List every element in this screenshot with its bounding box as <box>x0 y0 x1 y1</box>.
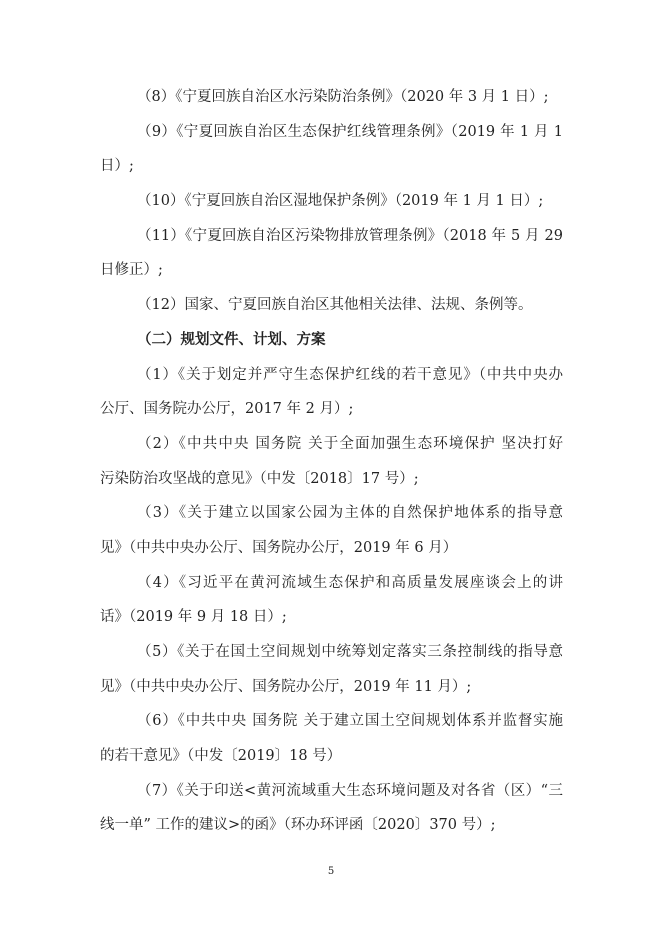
list-item-plan-3-cont: 见》（中共中央办公厅、国务院办公厅，2019 年 6 月） <box>100 539 458 556</box>
list-item-plan-7-cont: 线一单” 工作的建议>的函》（环办环评函〔2020〕370 号）; <box>100 817 496 834</box>
list-item-law-9: （9）《宁夏回族自治区生态保护红线管理条例》（2019 年 1 月 1 <box>137 123 563 140</box>
list-item-plan-3: （3）《关于建立以国家公园为主体的自然保护地体系的指导意 <box>137 505 563 522</box>
list-item-plan-2-cont: 污染防治攻坚战的意见》（中发〔2018〕17 号）; <box>100 470 419 487</box>
list-item-plan-1: （1）《关于划定并严守生态保护红线的若干意见》（中共中央办 <box>137 366 563 383</box>
list-item-plan-4-cont: 话》（2019 年 9 月 18 日）; <box>100 609 287 626</box>
list-item-plan-6-cont: 的若干意见》（中发〔2019〕18 号） <box>100 748 342 765</box>
list-item-plan-4: （4）《习近平在黄河流域生态保护和高质量发展座谈会上的讲 <box>137 574 563 591</box>
list-item-plan-2: （2）《中共中央 国务院 关于全面加强生态环境保护 坚决打好 <box>137 435 563 452</box>
list-item-law-12: （12）国家、宁夏回族自治区其他相关法律、法规、条例等。 <box>137 297 533 314</box>
list-item-law-11: （11）《宁夏回族自治区污染物排放管理条例》（2018 年 5 月 29 <box>137 227 563 244</box>
list-item-law-9-cont: 日）; <box>100 158 134 175</box>
document-body <box>100 86 563 849</box>
list-item-law-8: （8）《宁夏回族自治区水污染防治条例》（2020 年 3 月 1 日）; <box>137 89 549 105</box>
list-item-plan-5: （5）《关于在国土空间规划中统筹划定落实三条控制线的指导意 <box>137 644 563 660</box>
list-item-plan-5-cont: 见》（中共中央办公厅、国务院办公厅，2019 年 11 月）; <box>100 678 472 695</box>
section-heading: （二）规划文件、计划、方案 <box>137 331 326 348</box>
list-item-plan-1-cont: 公厅、国务院办公厅，2017 年 2 月）; <box>100 401 354 418</box>
page-number: 5 <box>327 866 335 877</box>
list-item-plan-7: （7）《关于印送<黄河流域重大生态环境问题及对各省（区）“三 <box>137 782 563 799</box>
list-item-plan-6: （6）《中共中央 国务院 关于建立国土空间规划体系并监督实施 <box>137 713 563 730</box>
list-item-law-11-cont: 日修正）; <box>100 262 163 279</box>
list-item-law-10: （10）《宁夏回族自治区湿地保护条例》（2019 年 1 月 1 日）; <box>137 193 544 210</box>
